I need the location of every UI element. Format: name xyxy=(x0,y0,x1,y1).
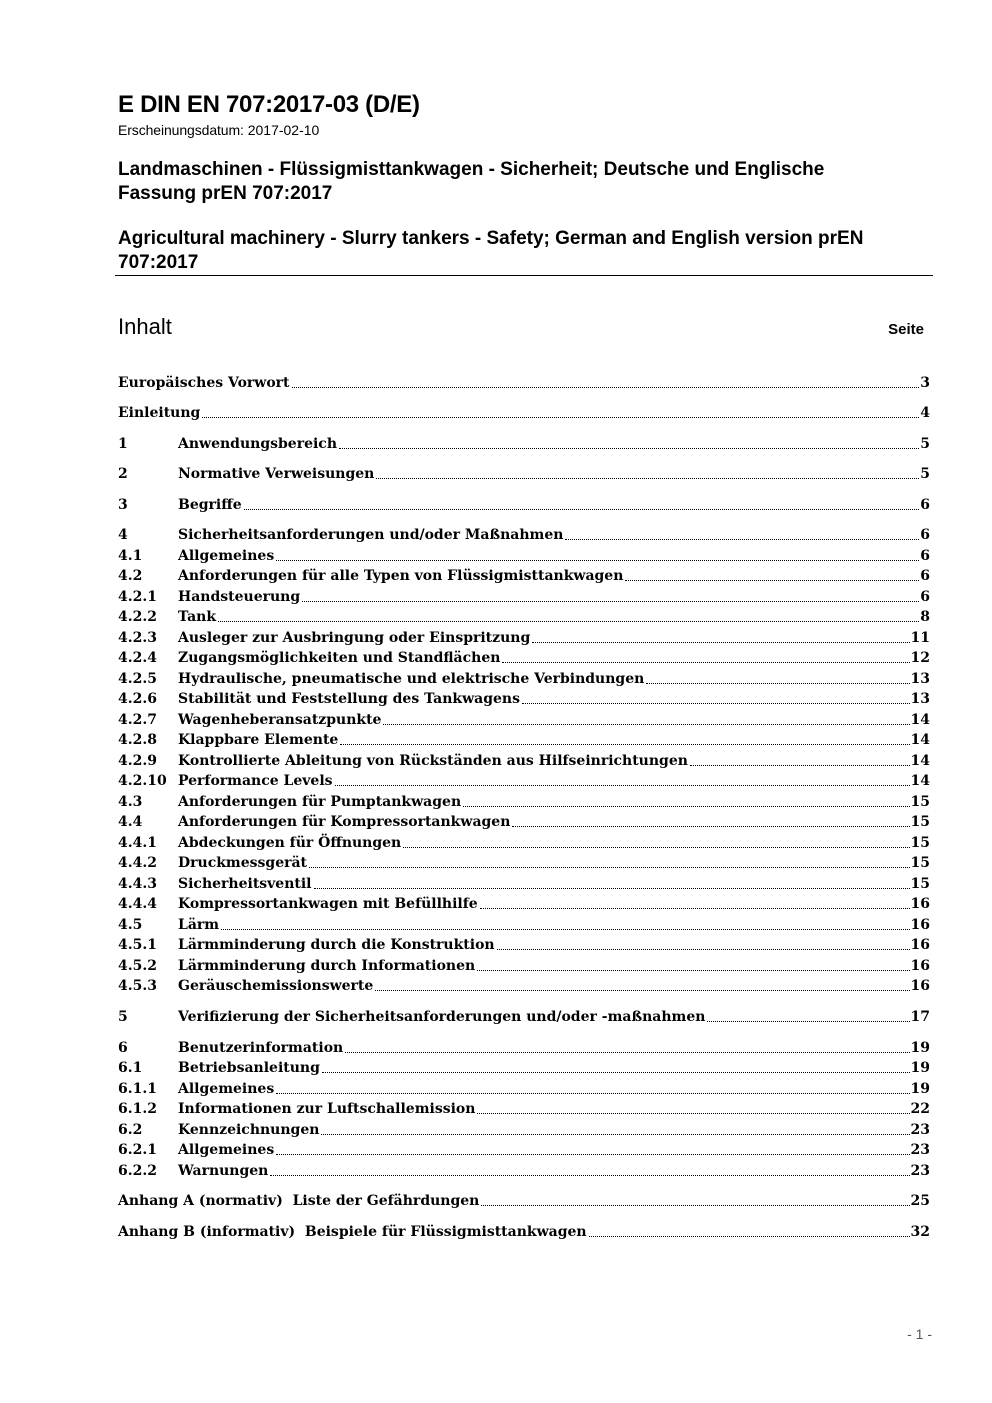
toc-heading: Inhalt xyxy=(118,314,172,339)
toc-dot-leader xyxy=(383,724,909,725)
toc-entry-title: Druckmessgerät xyxy=(178,855,308,871)
toc-entry[interactable] xyxy=(118,372,930,392)
toc-entry-title: Anwendungsbereich xyxy=(178,436,337,452)
toc-entry[interactable] xyxy=(118,1037,930,1057)
toc-dot-leader xyxy=(707,1021,909,1022)
toc-entry-page: 6 xyxy=(920,548,930,564)
toc-entry[interactable] xyxy=(118,893,930,913)
toc-entry[interactable] xyxy=(118,1098,930,1118)
toc-entry-title: Wagenheberansatzpunkte xyxy=(178,712,382,728)
toc-entry-title: Lärm xyxy=(178,917,220,933)
title-english-line-1: Agricultural machinery - Slurry tankers - Safety; German and English version prEN xyxy=(118,228,864,249)
toc-entry-number: 4.5.1 xyxy=(118,937,157,953)
toc-entry-number: 4.3 xyxy=(118,794,143,810)
toc-entry-title: Geräuschemissionswerte xyxy=(178,978,374,994)
toc-entry-title: Allgemeines xyxy=(178,1081,275,1097)
toc-entry-title: Stabilität und Feststellung des Tankwagens xyxy=(178,691,520,707)
toc-dot-leader xyxy=(340,744,909,745)
toc-entry-title: Anforderungen für alle Typen von Flüssigmisttankwagen xyxy=(178,568,624,584)
toc-entry-number: 4.2.5 xyxy=(118,671,157,687)
toc-entry-page: 15 xyxy=(910,835,930,851)
toc-dot-leader xyxy=(244,509,920,510)
toc-entry-number: 6.2.1 xyxy=(118,1142,157,1158)
toc-dot-leader xyxy=(276,1154,909,1155)
toc-entry-number: 4.4.1 xyxy=(118,835,157,851)
toc-entry[interactable] xyxy=(118,1190,930,1210)
toc-dot-leader xyxy=(292,387,920,388)
toc-entry-title: Lärmminderung durch Informationen xyxy=(178,958,476,974)
toc-entry-title: Normative Verweisungen xyxy=(178,466,375,482)
toc-entry-page: 8 xyxy=(920,609,930,625)
toc-entry-number: 4.2 xyxy=(118,568,143,584)
toc-dot-leader xyxy=(532,642,909,643)
toc-entry[interactable] xyxy=(118,586,930,606)
toc-entry-number: 4 xyxy=(118,527,128,543)
toc-entry-number: 6.2 xyxy=(118,1122,143,1138)
toc-entry-page: 12 xyxy=(910,650,930,666)
toc-entry-page: 3 xyxy=(920,375,930,391)
toc-dot-leader xyxy=(375,990,909,991)
toc-entry-number: 4.5.3 xyxy=(118,978,157,994)
toc-entry-number: 6.2.2 xyxy=(118,1163,157,1179)
toc-dot-leader xyxy=(690,765,910,766)
toc-dot-leader xyxy=(309,867,910,868)
toc-entry[interactable] xyxy=(118,545,930,565)
toc-entry-number: 4.1 xyxy=(118,548,143,564)
toc-entry-title: Informationen zur Luftschallemission xyxy=(178,1101,476,1117)
toc-entry-title: Ausleger zur Ausbringung oder Einspritzung xyxy=(178,630,531,646)
toc-entry-page: 15 xyxy=(910,814,930,830)
toc-entry-number: 4.4.4 xyxy=(118,896,157,912)
toc-entry-number: 5 xyxy=(118,1009,128,1025)
toc-dot-leader xyxy=(502,662,909,663)
toc-entry-number: 4.5.2 xyxy=(118,958,157,974)
toc-entry[interactable] xyxy=(118,565,930,585)
toc-entry-page: 25 xyxy=(910,1193,930,1209)
page-number: - 1 - xyxy=(907,1326,932,1342)
toc-entry-page: 16 xyxy=(910,937,930,953)
toc-entry-number: 1 xyxy=(118,436,128,452)
toc-dot-leader xyxy=(646,683,909,684)
toc-entry[interactable] xyxy=(118,791,930,811)
toc-entry-title: Benutzerinformation xyxy=(178,1040,344,1056)
toc-entry-page: 13 xyxy=(910,691,930,707)
toc-entry[interactable] xyxy=(118,1221,930,1241)
toc-entry-title: Lärmminderung durch die Konstruktion xyxy=(178,937,495,953)
title-german xyxy=(118,158,918,205)
toc-entry-number: 6.1 xyxy=(118,1060,143,1076)
toc-entry-page: 15 xyxy=(910,794,930,810)
toc-entry-page: 17 xyxy=(910,1009,930,1025)
toc-entry-page: 19 xyxy=(910,1040,930,1056)
toc-entry-title: Anforderungen für Pumptankwagen xyxy=(178,794,462,810)
toc-entry-number: 4.2.1 xyxy=(118,589,157,605)
toc-entry-title: Anhang A (normativ) Liste der Gefährdungen xyxy=(118,1193,480,1209)
toc-entry-title: Anforderungen für Kompressortankwagen xyxy=(178,814,511,830)
toc-entry-title: Allgemeines xyxy=(178,548,275,564)
toc-entry-title: Kennzeichnungen xyxy=(178,1122,320,1138)
toc-entry-page: 16 xyxy=(910,978,930,994)
toc-dot-leader xyxy=(625,580,919,581)
toc-entry-page: 15 xyxy=(910,876,930,892)
toc-entry-page: 6 xyxy=(920,497,930,513)
toc-entry[interactable] xyxy=(118,668,930,688)
toc-dot-leader xyxy=(512,826,909,827)
toc-entry[interactable] xyxy=(118,934,930,954)
toc-entry[interactable] xyxy=(118,647,930,667)
toc-entry-title: Begriffe xyxy=(178,497,242,513)
toc-entry[interactable] xyxy=(118,494,930,514)
toc-dot-leader xyxy=(376,478,919,479)
toc-entry-page: 14 xyxy=(910,773,930,789)
toc-dot-leader xyxy=(497,949,910,950)
toc-entry-title: Betriebsanleitung xyxy=(178,1060,320,1076)
toc-entry-title: Sicherheitsventil xyxy=(178,876,312,892)
toc-entry[interactable] xyxy=(118,1006,930,1026)
toc-entry-page: 5 xyxy=(920,436,930,452)
toc-entry[interactable] xyxy=(118,1057,930,1077)
title-english xyxy=(118,227,918,274)
toc-entry-page: 32 xyxy=(910,1224,930,1240)
toc-dot-leader xyxy=(477,970,909,971)
toc-entry-page: 19 xyxy=(910,1081,930,1097)
toc-entry-number: 3 xyxy=(118,497,128,513)
toc-entry-number: 4.4.3 xyxy=(118,876,157,892)
header-divider xyxy=(115,275,933,276)
toc-entry-title: Kontrollierte Ableitung von Rückständen aus Hilfseinrichtungen xyxy=(178,753,688,769)
toc-entry-number: 4.4.2 xyxy=(118,855,157,871)
toc-entry-page: 14 xyxy=(910,753,930,769)
toc-entry-number: 4.2.10 xyxy=(118,773,167,789)
toc-entry-title: Europäisches Vorwort xyxy=(118,375,290,391)
toc-entry-title: Tank xyxy=(178,609,217,625)
toc-entry-title: Klappbare Elemente xyxy=(178,732,339,748)
toc-entry[interactable] xyxy=(118,1119,930,1139)
toc-entry-title: Zugangsmöglichkeiten und Standflächen xyxy=(178,650,501,666)
toc-entry[interactable] xyxy=(118,914,930,934)
toc-dot-leader xyxy=(522,703,910,704)
toc-entry-page: 6 xyxy=(920,527,930,543)
toc-dot-leader xyxy=(321,1134,909,1135)
toc-entry[interactable] xyxy=(118,852,930,872)
toc-entry-number: 4.2.3 xyxy=(118,630,157,646)
toc-entry-page: 23 xyxy=(910,1142,930,1158)
toc-entry[interactable] xyxy=(118,627,930,647)
toc-entry-page: 4 xyxy=(920,405,930,421)
toc-entry-title: Abdeckungen für Öffnungen xyxy=(178,835,402,851)
toc-dot-leader xyxy=(345,1052,909,1053)
toc-entry[interactable] xyxy=(118,688,930,708)
toc-page-column-label: Seite xyxy=(888,321,924,338)
toc-entry-page: 23 xyxy=(910,1163,930,1179)
toc-entry[interactable] xyxy=(118,729,930,749)
toc-entry-page: 16 xyxy=(910,896,930,912)
title-english-line-2: 707:2017 xyxy=(118,251,199,273)
toc-entry-title: Einleitung xyxy=(118,405,201,421)
toc-dot-leader xyxy=(589,1236,910,1237)
toc-entry-title: Sicherheitsanforderungen und/oder Maßnahmen xyxy=(178,527,564,543)
toc-dot-leader xyxy=(276,560,919,561)
toc-entry-number: 6 xyxy=(118,1040,128,1056)
toc-dot-leader xyxy=(202,417,919,418)
toc-entry-number: 6.1.1 xyxy=(118,1081,157,1097)
toc-entry-page: 23 xyxy=(910,1122,930,1138)
toc-entry-page: 14 xyxy=(910,732,930,748)
toc-entry-title: Anhang B (informativ) Beispiele für Flüssigmisttankwagen xyxy=(118,1224,587,1240)
toc-entry-title: Warnungen xyxy=(178,1163,269,1179)
toc-entry[interactable] xyxy=(118,832,930,852)
toc-dot-leader xyxy=(276,1093,909,1094)
toc-entry[interactable] xyxy=(118,524,930,544)
toc-entry-page: 13 xyxy=(910,671,930,687)
toc-entry[interactable] xyxy=(118,770,930,790)
toc-entry-page: 19 xyxy=(910,1060,930,1076)
toc-entry-title: Performance Levels xyxy=(178,773,333,789)
toc-entry-number: 4.2.7 xyxy=(118,712,157,728)
toc-entry-number: 4.5 xyxy=(118,917,143,933)
toc-dot-leader xyxy=(480,908,910,909)
toc-dot-leader xyxy=(565,539,919,540)
toc-entry-number: 6.1.2 xyxy=(118,1101,157,1117)
toc-entry-page: 6 xyxy=(920,568,930,584)
toc-dot-leader xyxy=(302,601,919,602)
publication-date-label: Erscheinungsdatum: xyxy=(118,122,244,138)
toc-entry[interactable] xyxy=(118,709,930,729)
toc-entry[interactable] xyxy=(118,433,930,453)
toc-entry-page: 14 xyxy=(910,712,930,728)
toc-entry-page: 16 xyxy=(910,917,930,933)
toc-dot-leader xyxy=(221,929,909,930)
toc-dot-leader xyxy=(403,847,909,848)
toc-entry[interactable] xyxy=(118,955,930,975)
toc-entry-title: Handsteuerung xyxy=(178,589,301,605)
toc-entry-number: 4.2.4 xyxy=(118,650,157,666)
toc-entry[interactable] xyxy=(118,463,930,483)
toc-entry[interactable] xyxy=(118,750,930,770)
toc-dot-leader xyxy=(463,806,909,807)
toc-dot-leader xyxy=(335,785,910,786)
toc-dot-leader xyxy=(339,448,919,449)
toc-entry-page: 6 xyxy=(920,589,930,605)
toc-dot-leader xyxy=(270,1175,909,1176)
toc-dot-leader xyxy=(477,1113,909,1114)
toc-entry-page: 5 xyxy=(920,466,930,482)
toc-entry-title: Allgemeines xyxy=(178,1142,275,1158)
toc-entry-number: 4.2.6 xyxy=(118,691,157,707)
toc-entry[interactable] xyxy=(118,873,930,893)
toc-entry-title: Kompressortankwagen mit Befüllhilfe xyxy=(178,896,478,912)
toc-entry[interactable] xyxy=(118,1160,930,1180)
toc-entry-number: 4.2.2 xyxy=(118,609,157,625)
document-id: E DIN EN 707:2017-03 (D/E) xyxy=(118,91,420,118)
title-german-line-2: Fassung prEN 707:2017 xyxy=(118,182,333,204)
toc-entry[interactable] xyxy=(118,975,930,995)
toc-entry-number: 4.2.8 xyxy=(118,732,157,748)
toc-entry-number: 4.2.9 xyxy=(118,753,157,769)
toc-entry-number: 4.4 xyxy=(118,814,143,830)
toc-entry[interactable] xyxy=(118,606,930,626)
toc-entry[interactable] xyxy=(118,402,930,422)
toc-dot-leader xyxy=(481,1205,909,1206)
toc-entry[interactable] xyxy=(118,1139,930,1159)
toc-dot-leader xyxy=(322,1072,910,1073)
toc-entry[interactable] xyxy=(118,1078,930,1098)
toc-entry[interactable] xyxy=(118,811,930,831)
toc-entry-page: 22 xyxy=(910,1101,930,1117)
publication-date xyxy=(118,122,319,138)
toc-entry-number: 2 xyxy=(118,466,128,482)
toc-entry-title: Hydraulische, pneumatische und elektrische Verbindungen xyxy=(178,671,645,687)
toc-entry-page: 16 xyxy=(910,958,930,974)
title-german-line-1: Landmaschinen - Flüssigmisttankwagen - Sicherheit; Deutsche und Englische xyxy=(118,159,825,180)
toc-dot-leader xyxy=(314,888,910,889)
toc-entry-title: Verifizierung der Sicherheitsanforderungen und/oder -maßnahmen xyxy=(178,1009,706,1025)
toc-dot-leader xyxy=(218,621,919,622)
toc-entry-page: 11 xyxy=(910,630,930,646)
toc-entry-page: 15 xyxy=(910,855,930,871)
publication-date-value: 2017-02-10 xyxy=(247,122,320,138)
